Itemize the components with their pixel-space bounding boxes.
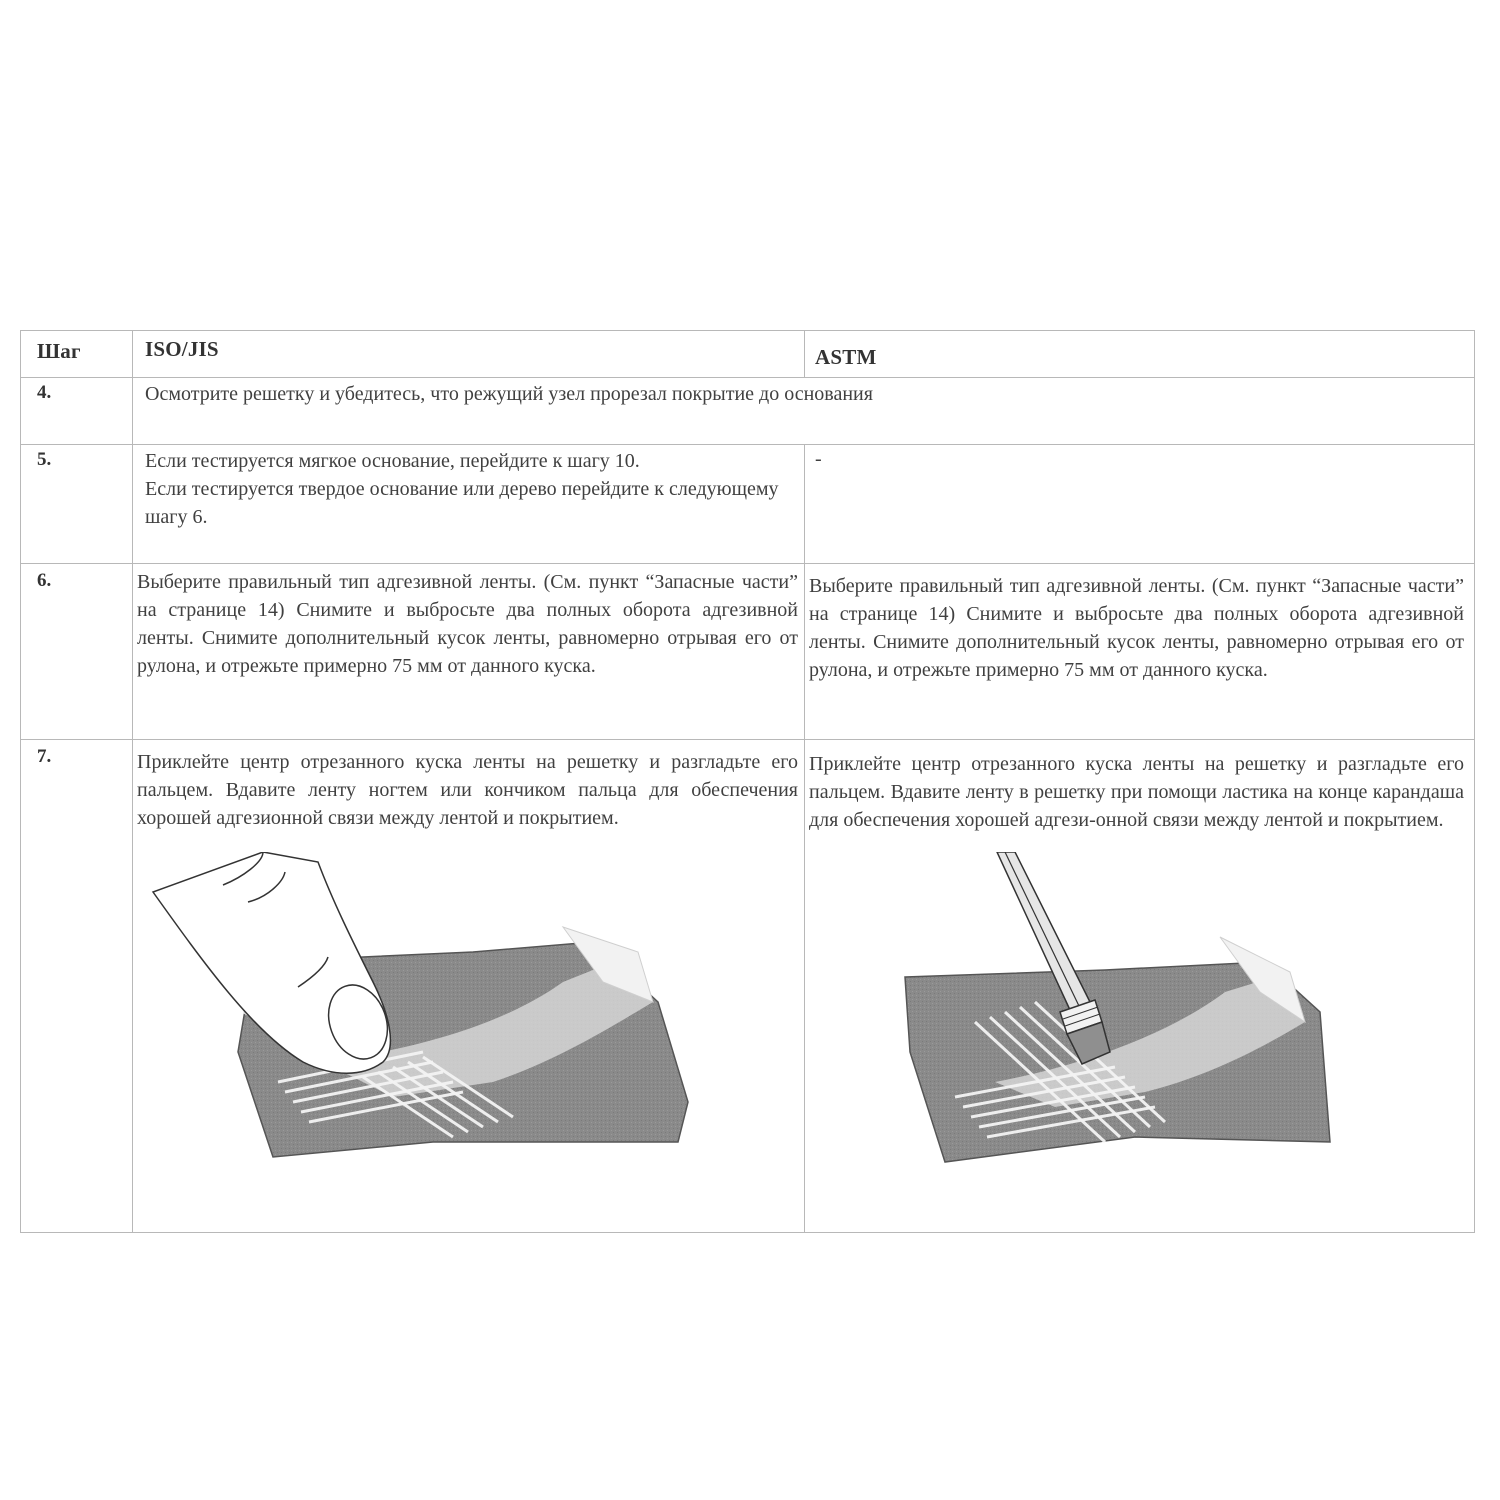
instruction-line: Если тестируется мягкое основание, перейдите к шагу 10. [145, 450, 640, 472]
procedure-table [20, 330, 1475, 1233]
table-row-step-4 [21, 378, 1475, 445]
step-cell [21, 740, 133, 1233]
header-step-cell [21, 331, 133, 378]
finger-pressing-tape-illustration [133, 852, 804, 1212]
merged-instruction-cell [133, 378, 1475, 445]
step-number: 5. [37, 449, 52, 470]
header-astm: ASTM [815, 345, 877, 369]
step-number: 6. [37, 570, 52, 591]
step-cell [21, 445, 133, 564]
iso-instruction-cell [133, 564, 805, 740]
header-astm-cell [805, 331, 1475, 378]
step-cell [21, 564, 133, 740]
astm-instruction-cell [805, 740, 1475, 1233]
table-row-step-5 [21, 445, 1475, 564]
instruction-text: Приклейте центр отрезанного куска ленты на решетку и разгладьте его пальцем. Вдавите ленту в решетку при помощи ластика на конце карандаша для обеспечения хорошей адгези-онной связи между лентой и покрытием. [809, 753, 1464, 831]
instruction-text: - [815, 448, 822, 470]
instruction-text: Выберите правильный тип адгезивной ленты. (См. пункт “Запасные части” на странице 14) Снимите и выбросьте два полных оборота адгезивной ленты. Снимите дополнительный кусок ленты, равномерно отрывая его от рулона, и отрежьте примерно 75 мм от данного куска. [809, 575, 1464, 681]
finger-tape-icon [133, 852, 805, 1212]
table-row-step-7 [21, 740, 1475, 1233]
step-cell [21, 378, 133, 445]
instruction-text: Приклейте центр отрезанного куска ленты на решетку и разгладьте его пальцем. Вдавите ленту ногтем или кончиком пальца для обеспечения хорошей адгезионной связи между лентой и покрытием. [137, 751, 798, 829]
pencil-eraser-icon [805, 852, 1475, 1212]
iso-instruction-cell [133, 740, 805, 1233]
pencil-eraser-pressing-tape-illustration [805, 852, 1474, 1212]
header-iso: ISO/JIS [145, 337, 219, 361]
astm-instruction-cell [805, 445, 1475, 564]
astm-instruction-cell [805, 564, 1475, 740]
step-number: 4. [37, 382, 52, 403]
header-step: Шаг [37, 339, 81, 363]
instruction-line: Если тестируется твердое основание или дерево перейдите к следующему шагу 6. [145, 478, 779, 528]
header-iso-cell [133, 331, 805, 378]
table-header-row [21, 331, 1475, 378]
instruction-text: Осмотрите решетку и убедитесь, что режущий узел прорезал покрытие до основания [145, 383, 873, 405]
table-row-step-6 [21, 564, 1475, 740]
instruction-text: Выберите правильный тип адгезивной ленты. (См. пункт “Запасные части” на странице 14) Снимите и выбросьте два полных оборота адгезивной ленты. Снимите дополнительный кусок ленты, равномерно отрывая его от рулона, и отрежьте примерно 75 мм от данного куска. [137, 571, 798, 677]
step-number: 7. [37, 746, 52, 767]
iso-instruction-cell [133, 445, 805, 564]
